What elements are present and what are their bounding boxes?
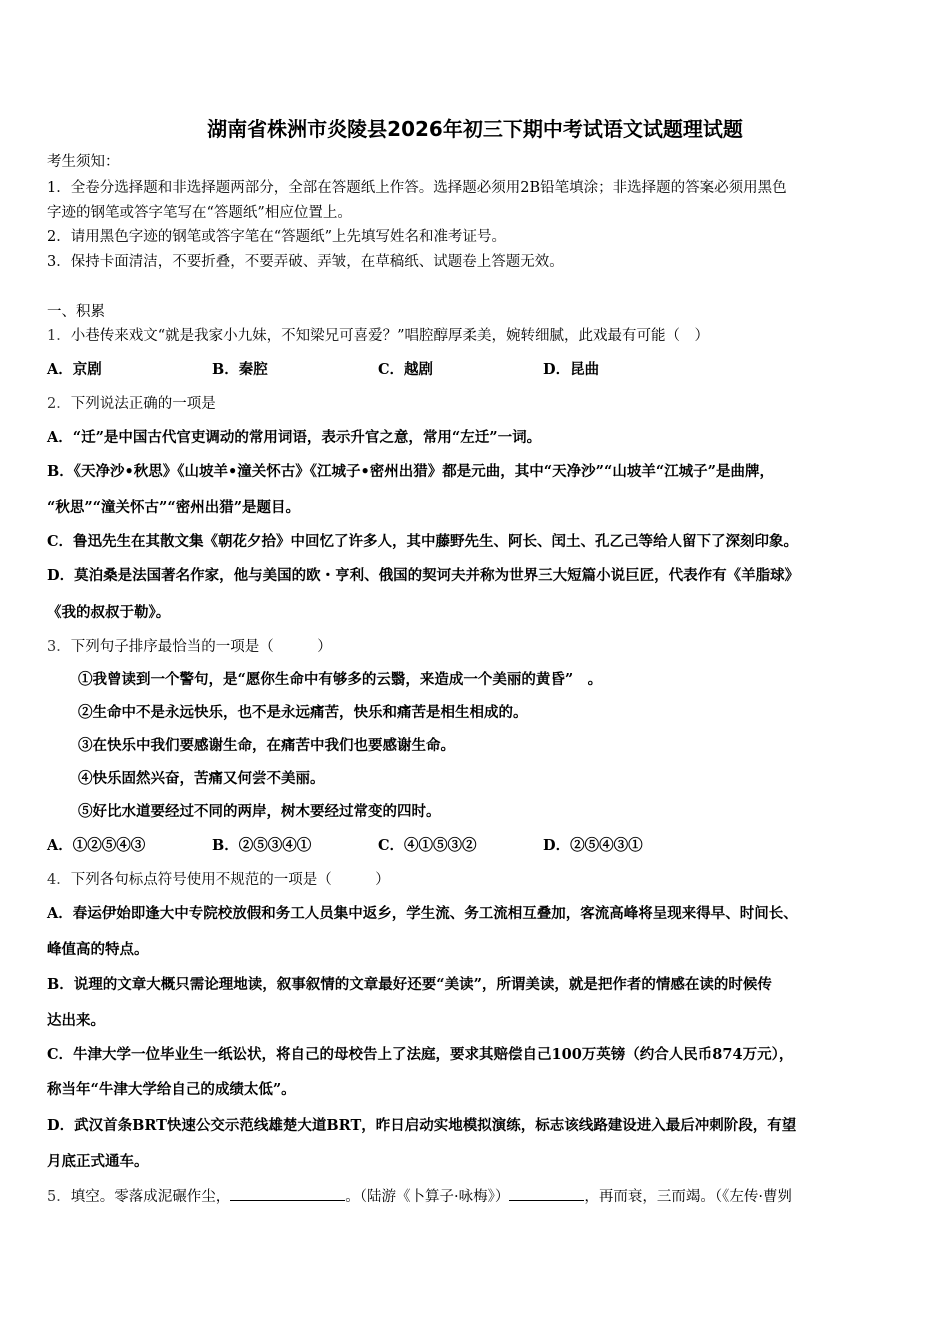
- option-c: C．越剧: [378, 361, 434, 378]
- question-2: [47, 394, 216, 414]
- option-b-continued: 达出来。: [47, 1012, 105, 1029]
- sentence-5: ⑤好比水道要经过不同的两岸，树木要经过常变的四时。: [78, 803, 441, 820]
- option-b: B．②⑤③④①: [212, 837, 312, 854]
- option-c: C．鲁迅先生在其散文集《朝花夕拾》中回忆了许多人，其中藤野先生、阿长、闰土、孔乙己等给人留下了深刻印象。: [47, 533, 799, 550]
- option-a: A．京剧: [47, 361, 102, 378]
- notice-item: 3．保持卡面清洁，不要折叠，不要弄破、弄皱，在草稿纸、试题卷上答题无效。: [47, 254, 564, 270]
- question-number: 5．: [47, 1189, 71, 1205]
- option-a: A．“迁”是中国古代官吏调动的常用词语，表示升官之意，常用“左迁”一词。: [47, 429, 542, 446]
- notice-item: 2．请用黑色字迹的钢笔或答字笔在“答题纸”上先填写姓名和准考证号。: [47, 229, 507, 245]
- option-a: A．春运伊始即逢大中专院校放假和务工人员集中返乡，学生流、务工流相互叠加，客流高峰将呈现来得早、时间长、: [47, 905, 798, 922]
- option-c: C．④①⑤③②: [378, 837, 477, 854]
- sentence-4: ④快乐固然兴奋，苦痛又何尝不美丽。: [78, 770, 325, 787]
- question-number: 3．: [47, 639, 71, 655]
- section-heading: 一、积累: [47, 304, 105, 320]
- question-number: 2．: [47, 396, 71, 412]
- option-c: C．牛津大学一位毕业生一纸讼状，将自己的母校告上了法庭，要求其赔偿自己100万英镑（约合人民币874万元），: [47, 1046, 794, 1063]
- option-d: D．②⑤④③①: [543, 837, 643, 854]
- question-stem: 下列各句标点符号使用不规范的一项是（ ）: [70, 872, 390, 888]
- option-d-continued: 《我的叔叔于勒》。: [47, 604, 171, 621]
- option-d: D．莫泊桑是法国著名作家，他与美国的欧・亨利、俄国的契诃夫并称为世界三大短篇小说巨匠，代表作有《羊脂球》: [47, 567, 800, 584]
- option-c-continued: 称当年“牛津大学给自己的成绩太低”。: [47, 1081, 296, 1098]
- question-number: 1．: [47, 328, 71, 344]
- option-d: D．武汉首条BRT快速公交示范线雄楚大道BRT，昨日启动实地模拟演练，标志该线路建设进入最后冲刺阶段，有望: [47, 1117, 797, 1134]
- answer-blank-1[interactable]: [230, 1186, 345, 1201]
- question-1: [47, 326, 709, 346]
- option-b: B．说理的文章大概只需论理地读，叙事叙情的文章最好还要“美读”，所谓美读，就是把作者的情感在读的时候传: [47, 976, 772, 993]
- question-5: [47, 1186, 792, 1207]
- page-title: 湖南省株洲市炎陵县2026年初三下期中考试语文试题理试题: [207, 117, 743, 141]
- sentence-3: ③在快乐中我们要感谢生命，在痛苦中我们也要感谢生命。: [78, 737, 455, 754]
- question-stem: 小巷传来戏文“就是我家小九妹，不知梁兄可喜爱？”唱腔醇厚柔美，婉转细腻，此戏最有可能（ ）: [70, 328, 710, 344]
- question-4: [47, 870, 390, 890]
- fill-text-1: 填空。零落成泥碾作尘，: [70, 1189, 231, 1205]
- question-stem: 下列句子排序最恰当的一项是（ ）: [70, 639, 332, 655]
- option-a: A．①②⑤④③: [47, 837, 146, 854]
- sentence-2: ②生命中不是永远快乐，也不是永远痛苦，快乐和痛苦是相生相成的。: [78, 704, 528, 721]
- notice-heading: 考生须知：: [47, 154, 120, 170]
- notice-item: 字迹的钢笔或答字笔写在“答题纸”相应位置上。: [47, 205, 352, 221]
- option-b: B．《天净沙•秋思》《山坡羊•潼关怀古》《江城子•密州出猎》都是元曲，其中“天净沙”“山坡羊“江城子”是曲牌，: [47, 463, 775, 480]
- fill-text-3: ，再而衰，三而竭。（《左传·曹刿: [584, 1189, 792, 1205]
- answer-blank-2[interactable]: [509, 1186, 584, 1201]
- option-b-continued: “秋思”“潼关怀古”“密州出猎”是题目。: [47, 499, 301, 516]
- question-3: [47, 637, 332, 657]
- fill-text-2: 。（陆游《卜算子·咏梅》）: [345, 1189, 510, 1205]
- question-number: 4．: [47, 872, 71, 888]
- notice-item: 1．全卷分选择题和非选择题两部分，全部在答题纸上作答。选择题必须用2B铅笔填涂；非选择题的答案必须用黑色: [47, 180, 787, 196]
- sentence-1: ①我曾读到一个警句，是“愿你生命中有够多的云翳，来造成一个美丽的黄昏” 。: [78, 671, 603, 688]
- option-b: B．秦腔: [212, 361, 268, 378]
- option-d-continued: 月底正式通车。: [47, 1153, 149, 1170]
- question-stem: 下列说法正确的一项是: [70, 396, 216, 412]
- option-a-continued: 峰值高的特点。: [47, 941, 149, 958]
- option-d: D．昆曲: [543, 361, 600, 378]
